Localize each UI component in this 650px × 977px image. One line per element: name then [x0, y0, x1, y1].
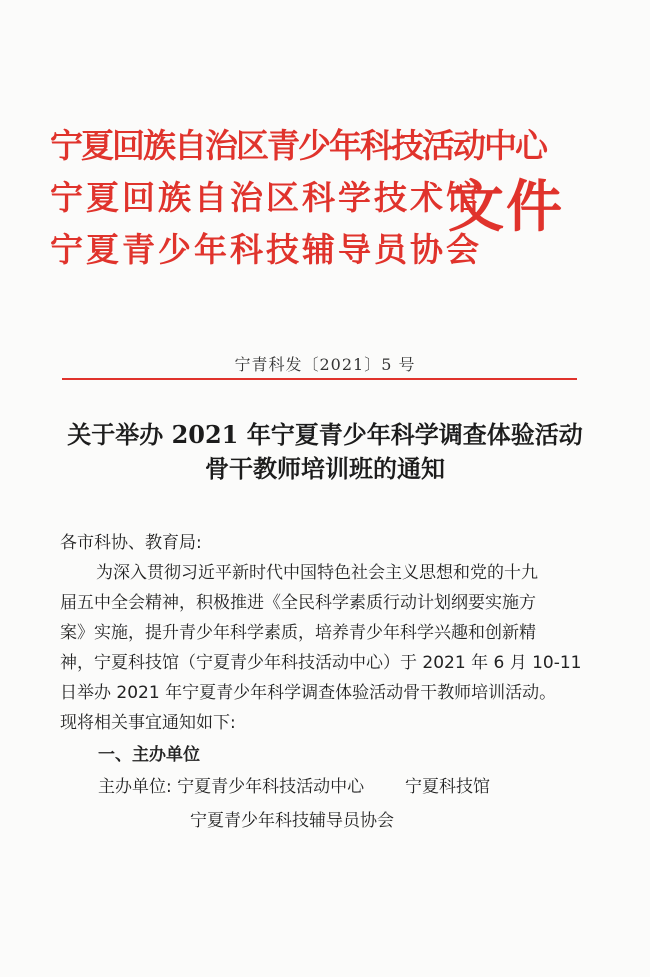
document-number: 宁青科发〔2021〕5 号: [234, 355, 416, 374]
organizers-row: [60, 770, 600, 804]
section-heading-organizers: 一、主办单位: [98, 745, 200, 765]
issuer-line-1: 宁夏回族自治区青少年科技活动中心: [50, 126, 546, 165]
title-line-2: 骨干教师培训班的通知: [205, 454, 445, 483]
paragraph-line: 案》实施，提升青少年科学素质，培养青少年科学兴趣和创新精: [60, 623, 536, 643]
paragraph-line: 为深入贯彻习近平新时代中国特色社会主义思想和党的十九: [96, 563, 538, 583]
organizers-row-2: [60, 804, 600, 838]
paragraph-line: 届五中全会精神，积极推进《全民科学素质行动计划纲要实施方: [60, 593, 536, 613]
organizers-label: 主办单位:: [98, 777, 172, 797]
notice-title: [0, 418, 650, 486]
salutation: 各市科协、教育局:: [60, 533, 202, 553]
organizer-name: 宁夏科技馆: [404, 777, 490, 797]
title-line-1: 关于举办 2021 年宁夏青少年科学调查体验活动: [67, 420, 583, 449]
paragraph-line: 神，宁夏科技馆（宁夏青少年科技活动中心）于 2021 年 6 月 10-11: [60, 653, 582, 673]
red-divider-line: [62, 378, 577, 380]
paragraph-line: 日举办 2021 年宁夏青少年科学调查体验活动骨干教师培训活动。: [60, 683, 557, 703]
intro-paragraph: [60, 558, 600, 738]
organizer-name: 宁夏青少年科技活动中心: [177, 777, 365, 797]
paragraph-line: 现将相关事宜通知如下:: [60, 713, 236, 733]
organizer-name: 宁夏青少年科技辅导员协会: [190, 811, 394, 831]
issuer-line-2: 宁夏回族自治区科学技术馆: [50, 178, 482, 217]
document-type-label: 文件: [448, 174, 564, 240]
notice-body: [60, 528, 600, 838]
issuer-line-3: 宁夏青少年科技辅导员协会: [50, 230, 482, 269]
